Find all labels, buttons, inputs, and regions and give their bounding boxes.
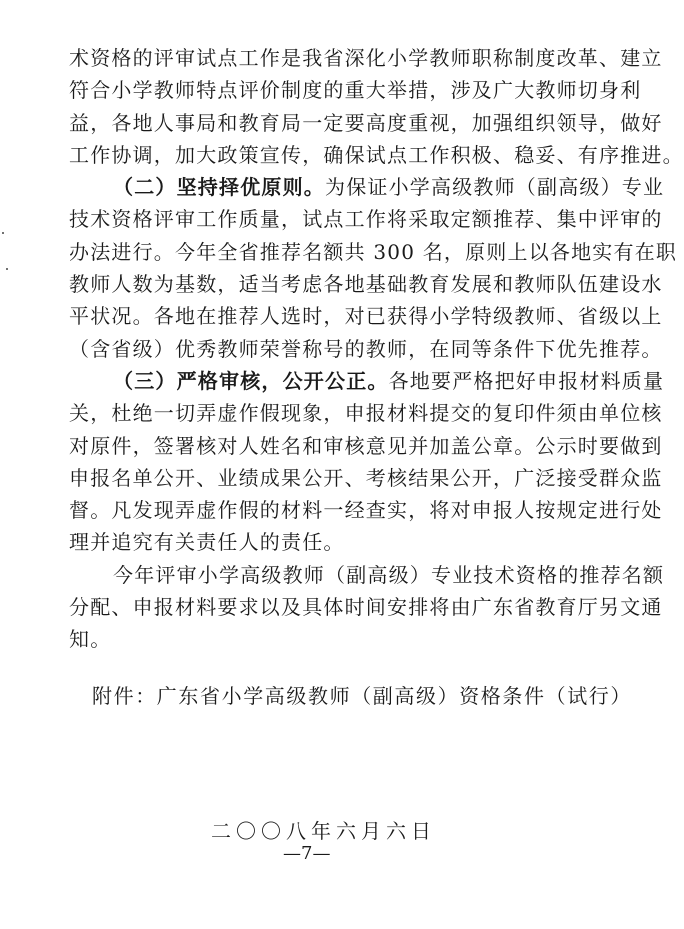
section-2-text: 为保证小学高级教师（副高级）专业 (325, 175, 665, 200)
margin-mark (2, 232, 4, 234)
body-line: 知。 (69, 627, 112, 652)
body-line: 符合小学教师特点评价制度的重大举措，涉及广大教师切身利 (69, 78, 642, 103)
section-3-text: 各地要严格把好申报材料质量 (388, 368, 665, 393)
body-line: 平状况。各地在推荐人选时，对已获得小学特级教师、省级以上 (69, 304, 663, 329)
body-line: 教师人数为基数，适当考虑各地基础教育发展和教师队伍建设水 (69, 272, 663, 297)
section-3-heading: （三）严格审核，公开公正。 (113, 368, 389, 393)
document-date: 二〇〇八年六月六日 (211, 819, 436, 843)
body-line: 技术资格评审工作质量，试点工作将采取定额推荐、集中评审的 (69, 207, 663, 232)
body-line: 术资格的评审试点工作是我省深化小学教师职称制度改革、建立 (69, 46, 663, 70)
body-line: 关，杜绝一切弄虚作假现象，申报材料提交的复印件须由单位核 (69, 401, 663, 426)
body-line: 工作协调，加大政策宣传，确保试点工作积极、稳妥、有序推进。 (69, 142, 684, 167)
section-2-heading: （二）坚持择优原则。 (113, 175, 325, 200)
body-line: 督。凡发现弄虚作假的材料一经查实，将对申报人按规定进行处 (69, 498, 663, 523)
document-body (69, 42, 684, 656)
attachment-line: 附件：广东省小学高级教师（副高级）资格条件（试行） (92, 684, 632, 708)
paragraph-first-line: 今年评审小学高级教师（副高级）专业技术资格的推荐名额 (113, 562, 665, 587)
section-3-first-line (69, 365, 665, 397)
margin-mark (6, 268, 8, 270)
body-line: （含省级）优秀教师荣誉称号的教师，在同等条件下优先推荐。 (69, 336, 663, 361)
page-number: —7— (283, 843, 331, 864)
body-line: 办法进行。今年全省推荐名额共 300 名，原则上以各地实有在职 (69, 239, 678, 264)
body-line: 对原件，签署核对人姓名和审核意见并加盖公章。公示时要做到 (69, 433, 663, 458)
body-line: 理并追究有关责任人的责任。 (69, 530, 345, 555)
section-2-first-line (69, 171, 665, 203)
body-line: 申报名单公开、业绩成果公开、考核结果公开，广泛接受群众监 (69, 465, 663, 490)
body-line: 分配、申报材料要求以及具体时间安排将由广东省教育厅另文通 (69, 595, 663, 620)
body-line: 益，各地人事局和教育局一定要高度重视，加强组织领导，做好 (69, 110, 663, 135)
